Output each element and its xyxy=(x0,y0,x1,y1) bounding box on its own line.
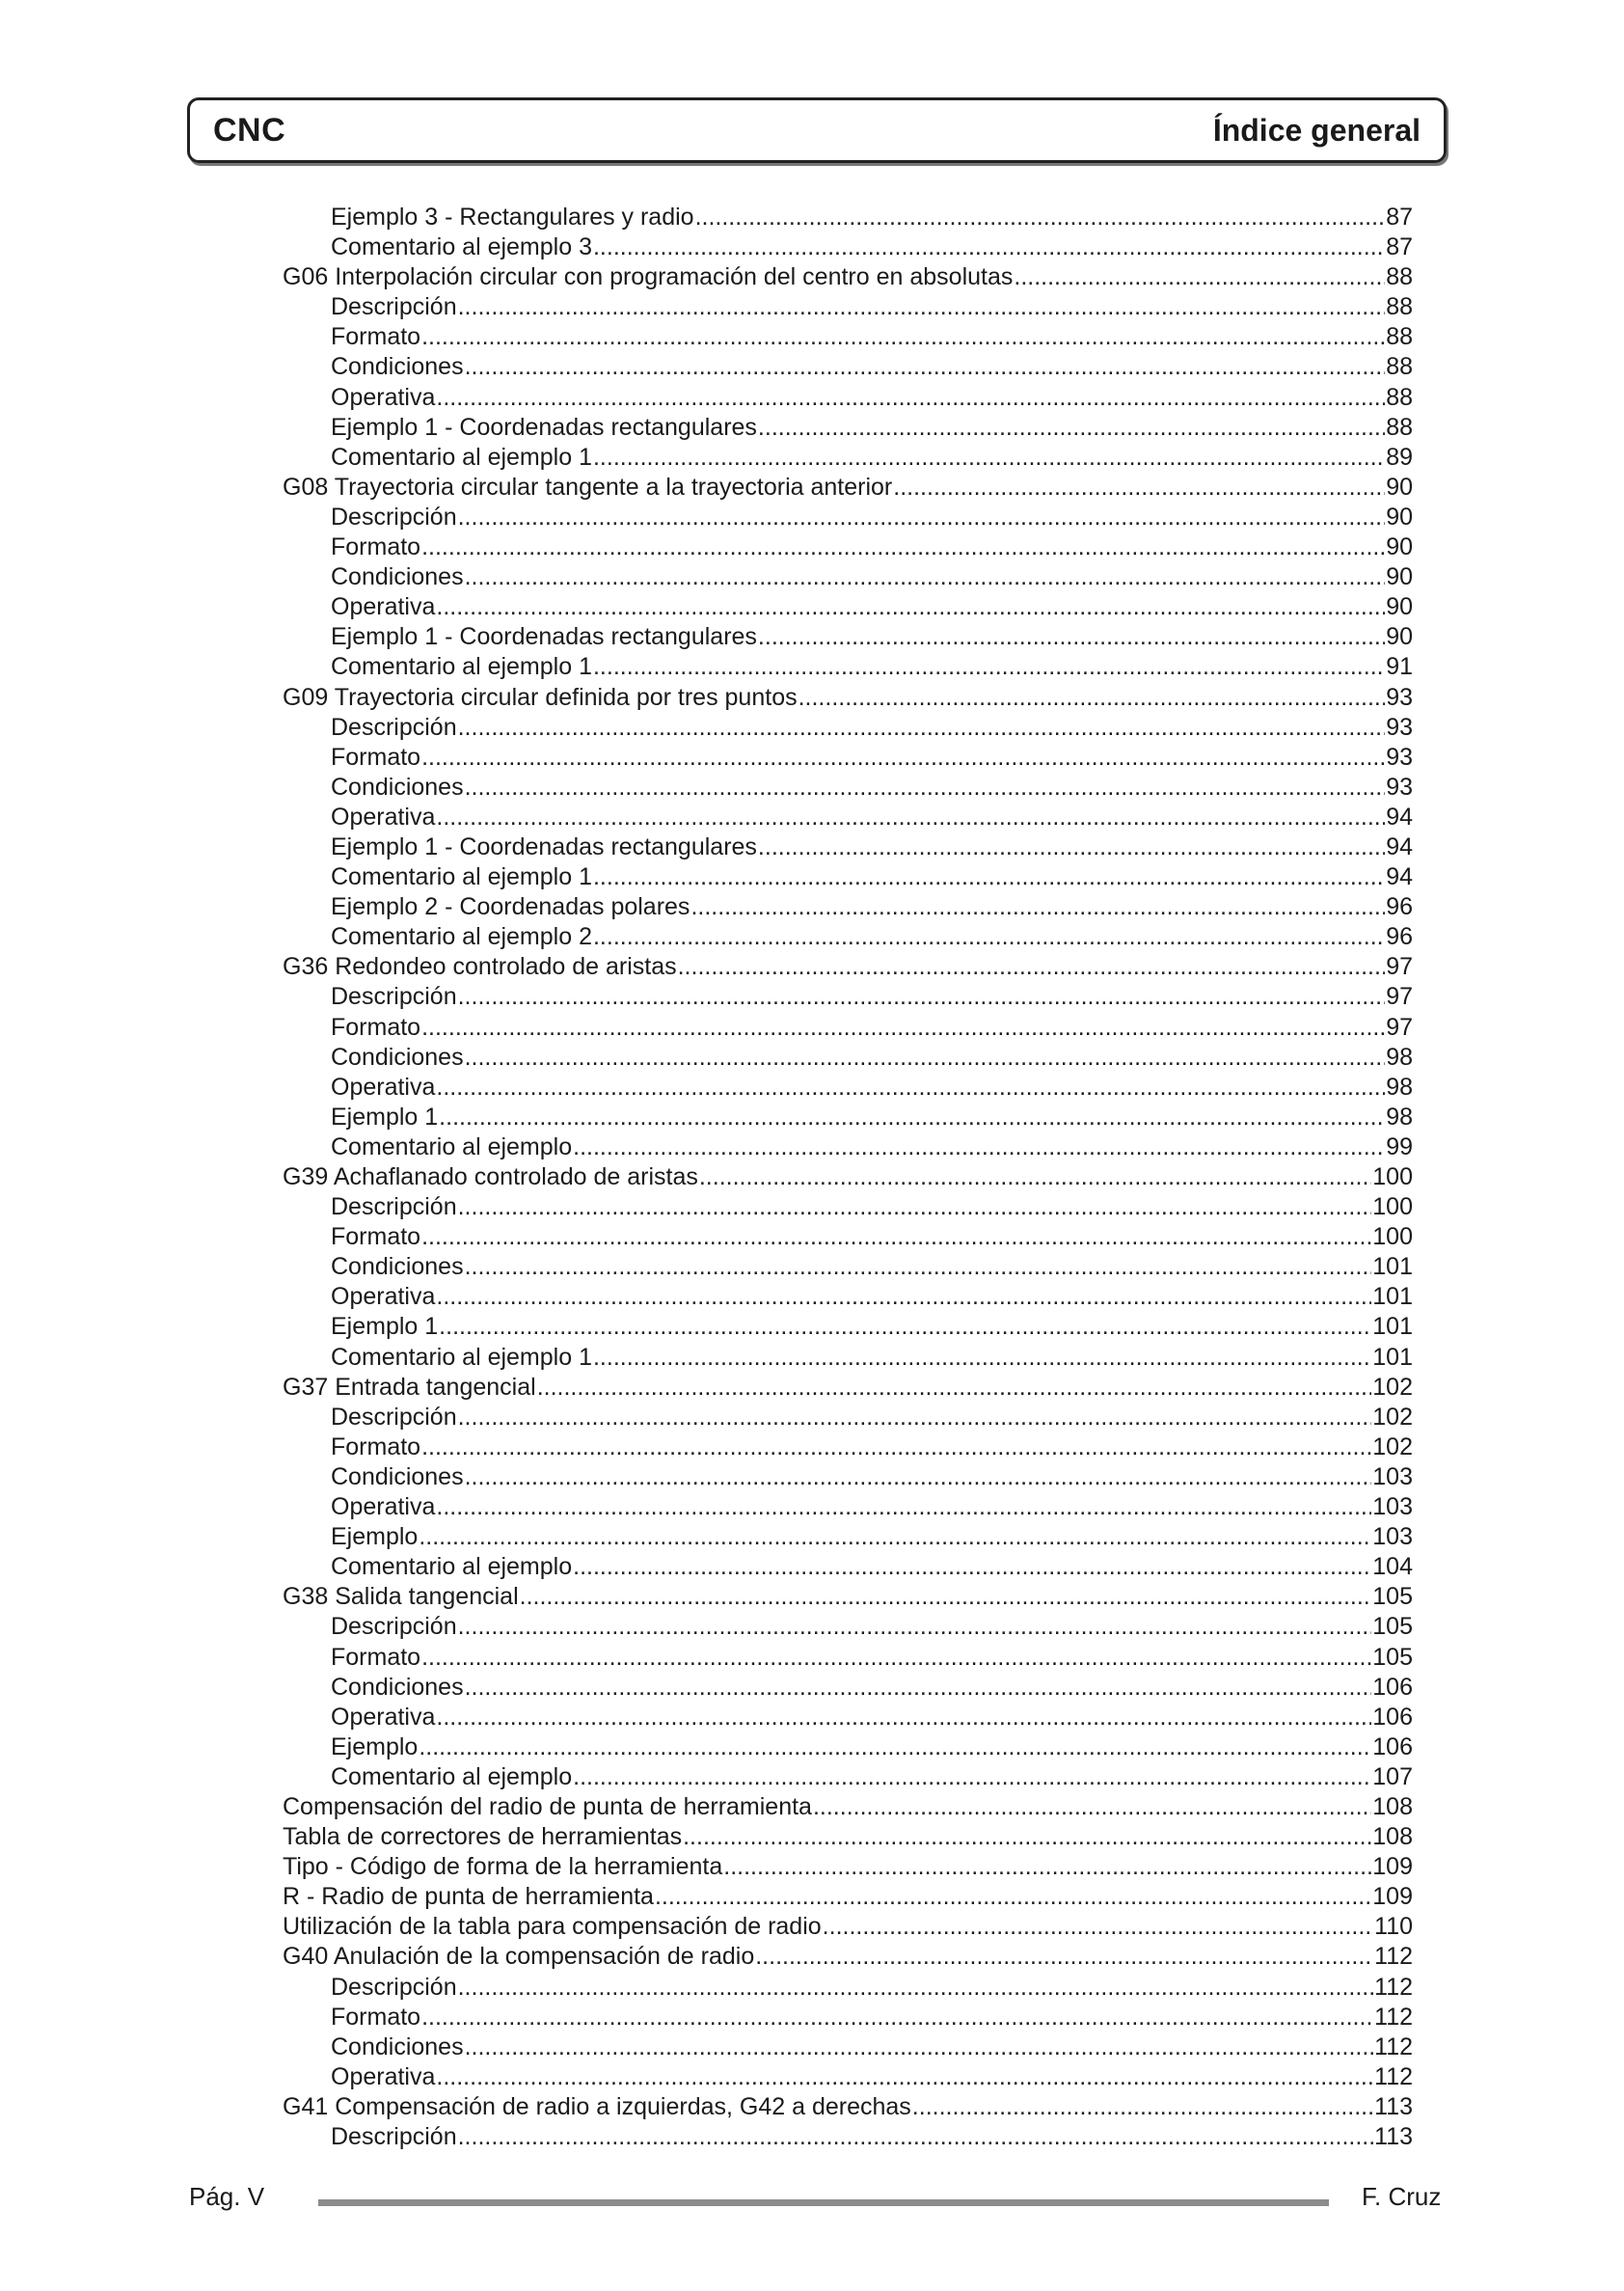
toc-entry-page: 90 xyxy=(1386,593,1413,621)
toc-entry[interactable] xyxy=(283,1582,1413,1612)
header-title-right: Índice general xyxy=(1212,112,1421,148)
toc-subentry[interactable] xyxy=(283,652,1413,682)
toc-dot-leader xyxy=(458,1612,1372,1642)
toc-dot-leader xyxy=(421,2003,1373,2032)
toc-entry-title: Condiciones xyxy=(331,1043,464,1071)
toc-entry-page: 90 xyxy=(1386,503,1413,531)
toc-entry-title: Operativa xyxy=(331,593,436,621)
toc-entry-title: Condiciones xyxy=(331,1462,464,1490)
toc-entry-title: Operativa xyxy=(331,1703,436,1731)
toc-entry-page: 105 xyxy=(1372,1613,1413,1641)
toc-dot-leader xyxy=(436,1703,1371,1732)
toc-entry-title: Descripción xyxy=(331,293,457,321)
toc-entry[interactable] xyxy=(283,1882,1413,1912)
toc-entry-title: Ejemplo 1 - Coordenadas rectangulares xyxy=(331,832,757,860)
toc-subentry[interactable] xyxy=(283,922,1413,952)
toc-dot-leader xyxy=(421,1222,1371,1252)
toc-entry-title: Condiciones xyxy=(331,1673,464,1701)
toc-entry-title: Operativa xyxy=(331,803,436,831)
toc-dot-leader xyxy=(537,1373,1372,1403)
toc-dot-leader xyxy=(436,592,1385,622)
toc-dot-leader xyxy=(798,683,1386,713)
toc-subentry[interactable] xyxy=(283,532,1413,562)
toc-dot-leader xyxy=(436,2062,1373,2092)
toc-dot-leader xyxy=(419,1732,1371,1762)
toc-dot-leader xyxy=(436,383,1385,413)
toc-subentry[interactable] xyxy=(283,1073,1413,1103)
toc-subentry[interactable] xyxy=(283,1973,1413,2003)
toc-dot-leader xyxy=(1014,262,1385,292)
toc-entry-title: Ejemplo xyxy=(331,1732,419,1760)
toc-dot-leader xyxy=(678,952,1386,982)
toc-subentry[interactable] xyxy=(283,1252,1413,1282)
toc-entry-page: 108 xyxy=(1372,1823,1413,1851)
toc-dot-leader xyxy=(758,413,1385,443)
toc-entry-title: Operativa xyxy=(331,383,436,411)
toc-subentry[interactable] xyxy=(283,413,1413,443)
footer-divider xyxy=(318,2199,1329,2206)
toc-dot-leader xyxy=(458,292,1386,322)
toc-dot-leader xyxy=(758,832,1385,862)
toc-entry-page: 90 xyxy=(1386,563,1413,591)
table-of-contents xyxy=(283,203,1413,2152)
toc-entry-title: Condiciones xyxy=(331,1253,464,1281)
toc-dot-leader xyxy=(458,503,1386,532)
toc-entry-page: 107 xyxy=(1372,1762,1413,1790)
toc-entry-page: 110 xyxy=(1374,1913,1413,1941)
toc-subentry[interactable] xyxy=(283,1462,1413,1492)
toc-entry-title: Descripción xyxy=(331,503,457,531)
toc-dot-leader xyxy=(683,1822,1371,1852)
toc-subentry[interactable] xyxy=(283,1403,1413,1432)
toc-entry-page: 97 xyxy=(1386,983,1413,1011)
toc-entry-page: 90 xyxy=(1386,473,1413,501)
toc-entry-title: Formato xyxy=(331,1643,421,1671)
toc-entry-title: Ejemplo 2 - Coordenadas polares xyxy=(331,893,690,921)
toc-subentry[interactable] xyxy=(283,1522,1413,1552)
toc-entry-title: Comentario al ejemplo 1 xyxy=(331,653,592,681)
toc-subentry[interactable] xyxy=(283,1103,1413,1132)
toc-entry[interactable] xyxy=(283,952,1413,982)
toc-entry-page: 87 xyxy=(1386,204,1413,231)
toc-entry-title: G09 Trayectoria circular definida por tres puntos xyxy=(283,683,798,711)
toc-dot-leader xyxy=(593,232,1385,262)
toc-dot-leader xyxy=(465,562,1386,592)
toc-subentry[interactable] xyxy=(283,1222,1413,1252)
toc-entry-page: 113 xyxy=(1374,2092,1413,2120)
toc-entry-title: Tipo - Código de forma de la herramienta xyxy=(283,1853,723,1881)
toc-entry-title: Descripción xyxy=(331,713,457,741)
toc-dot-leader xyxy=(690,892,1385,922)
toc-entry-title: Comentario al ejemplo 3 xyxy=(331,233,592,261)
toc-dot-leader xyxy=(421,743,1385,773)
toc-entry[interactable] xyxy=(283,262,1413,292)
toc-subentry[interactable] xyxy=(283,2003,1413,2032)
toc-subentry[interactable] xyxy=(283,1013,1413,1043)
toc-entry-title: G37 Entrada tangencial xyxy=(283,1373,536,1401)
toc-entry-title: Comentario al ejemplo xyxy=(331,1762,573,1790)
toc-entry-title: Ejemplo 3 - Rectangulares y radio xyxy=(331,204,694,231)
toc-entry-title: G41 Compensación de radio a izquierdas, G42 a derechas xyxy=(283,2092,911,2120)
toc-dot-leader xyxy=(465,1043,1386,1073)
toc-entry-page: 88 xyxy=(1386,263,1413,291)
toc-entry-page: 96 xyxy=(1386,893,1413,921)
toc-subentry[interactable] xyxy=(283,1612,1413,1642)
toc-dot-leader xyxy=(458,1403,1372,1432)
toc-entry-page: 93 xyxy=(1386,683,1413,711)
toc-entry[interactable] xyxy=(283,1822,1413,1852)
toc-entry-page: 108 xyxy=(1372,1792,1413,1820)
toc-entry-title: Formato xyxy=(331,1223,421,1251)
toc-entry-page: 90 xyxy=(1386,623,1413,651)
toc-dot-leader xyxy=(758,622,1385,652)
toc-subentry[interactable] xyxy=(283,1732,1413,1762)
toc-entry-title: Tabla de correctores de herramientas xyxy=(283,1823,683,1851)
toc-entry-title: Condiciones xyxy=(331,2032,464,2060)
toc-entry[interactable] xyxy=(283,1373,1413,1403)
toc-entry-title: G40 Anulación de la compensación de radio xyxy=(283,1943,755,1971)
toc-entry-page: 101 xyxy=(1372,1283,1413,1311)
toc-entry-title: Formato xyxy=(331,1013,421,1041)
toc-entry-title: G38 Salida tangencial xyxy=(283,1583,519,1611)
toc-entry-page: 99 xyxy=(1386,1132,1413,1160)
toc-entry-title: Ejemplo 1 xyxy=(331,1313,439,1341)
toc-dot-leader xyxy=(593,922,1385,952)
toc-entry-page: 112 xyxy=(1374,1973,1413,2001)
toc-dot-leader xyxy=(573,1552,1371,1582)
toc-entry-page: 106 xyxy=(1372,1732,1413,1760)
toc-entry-page: 109 xyxy=(1372,1883,1413,1911)
toc-entry-page: 88 xyxy=(1386,353,1413,381)
toc-entry-title: Condiciones xyxy=(331,353,464,381)
toc-entry[interactable] xyxy=(283,1852,1413,1882)
toc-entry-page: 93 xyxy=(1386,773,1413,801)
toc-subentry[interactable] xyxy=(283,1762,1413,1792)
toc-entry-page: 106 xyxy=(1372,1703,1413,1731)
toc-entry-title: R - Radio de punta de herramienta xyxy=(283,1883,654,1911)
toc-dot-leader xyxy=(458,1192,1372,1222)
toc-dot-leader xyxy=(813,1792,1371,1822)
toc-subentry[interactable] xyxy=(283,892,1413,922)
toc-dot-leader xyxy=(573,1132,1385,1162)
toc-entry-title: Ejemplo 1 xyxy=(331,1103,439,1131)
footer-page-number: Pág. V xyxy=(189,2182,265,2211)
toc-entry[interactable] xyxy=(283,473,1413,503)
toc-dot-leader xyxy=(573,1762,1371,1792)
toc-entry-page: 93 xyxy=(1386,713,1413,741)
toc-dot-leader xyxy=(465,1462,1372,1492)
toc-entry-title: Formato xyxy=(331,743,421,771)
toc-entry-title: Comentario al ejemplo xyxy=(331,1132,573,1160)
toc-dot-leader xyxy=(436,1492,1371,1522)
toc-entry-page: 112 xyxy=(1374,2062,1413,2090)
toc-subentry[interactable] xyxy=(283,292,1413,322)
toc-entry-page: 102 xyxy=(1372,1373,1413,1401)
toc-subentry[interactable] xyxy=(283,322,1413,352)
toc-dot-leader xyxy=(893,473,1385,503)
toc-subentry[interactable] xyxy=(283,203,1413,232)
toc-entry-title: Formato xyxy=(331,323,421,351)
toc-subentry[interactable] xyxy=(283,1673,1413,1703)
toc-dot-leader xyxy=(912,2092,1373,2122)
toc-entry-page: 106 xyxy=(1372,1673,1413,1701)
toc-subentry[interactable] xyxy=(283,862,1413,892)
toc-subentry[interactable] xyxy=(283,1312,1413,1342)
toc-entry-title: G06 Interpolación circular con programación del centro en absolutas xyxy=(283,263,1014,291)
toc-entry-title: Condiciones xyxy=(331,773,464,801)
toc-entry[interactable] xyxy=(283,2092,1413,2122)
toc-entry-title: Descripción xyxy=(331,2123,457,2150)
toc-subentry[interactable] xyxy=(283,1643,1413,1673)
toc-entry-page: 112 xyxy=(1374,2003,1413,2031)
toc-entry-page: 98 xyxy=(1386,1103,1413,1131)
toc-dot-leader xyxy=(695,203,1386,232)
toc-entry-title: Descripción xyxy=(331,1193,457,1221)
toc-dot-leader xyxy=(436,1282,1371,1312)
toc-subentry[interactable] xyxy=(283,1192,1413,1222)
toc-dot-leader xyxy=(465,352,1386,382)
toc-entry-page: 97 xyxy=(1386,953,1413,981)
toc-subentry[interactable] xyxy=(283,443,1413,473)
toc-dot-leader xyxy=(655,1882,1371,1912)
toc-dot-leader xyxy=(699,1162,1371,1192)
toc-entry-title: G36 Redondeo controlado de aristas xyxy=(283,953,677,981)
toc-dot-leader xyxy=(436,1073,1385,1103)
toc-subentry[interactable] xyxy=(283,1043,1413,1073)
toc-subentry[interactable] xyxy=(283,383,1413,413)
toc-entry-page: 103 xyxy=(1372,1462,1413,1490)
toc-subentry[interactable] xyxy=(283,982,1413,1012)
toc-entry-title: Operativa xyxy=(331,1283,436,1311)
toc-dot-leader xyxy=(465,1252,1372,1282)
toc-entry-title: Condiciones xyxy=(331,563,464,591)
toc-entry-page: 105 xyxy=(1372,1643,1413,1671)
toc-subentry[interactable] xyxy=(283,1282,1413,1312)
toc-entry-page: 100 xyxy=(1372,1223,1413,1251)
toc-entry-title: Compensación del radio de punta de herramienta xyxy=(283,1792,812,1820)
toc-entry-title: Comentario al ejemplo 1 xyxy=(331,1343,592,1371)
toc-subentry[interactable] xyxy=(283,232,1413,262)
toc-dot-leader xyxy=(458,713,1386,743)
toc-entry-page: 94 xyxy=(1386,832,1413,860)
toc-entry-page: 89 xyxy=(1386,443,1413,471)
toc-entry-page: 98 xyxy=(1386,1073,1413,1101)
toc-dot-leader xyxy=(439,1312,1371,1342)
toc-subentry[interactable] xyxy=(283,1703,1413,1732)
toc-entry-page: 96 xyxy=(1386,923,1413,951)
toc-subentry[interactable] xyxy=(283,803,1413,832)
toc-subentry[interactable] xyxy=(283,1132,1413,1162)
toc-dot-leader xyxy=(439,1103,1385,1132)
toc-subentry[interactable] xyxy=(283,2032,1413,2062)
toc-dot-leader xyxy=(465,1673,1372,1703)
toc-subentry[interactable] xyxy=(283,713,1413,743)
toc-entry-title: Comentario al ejemplo xyxy=(331,1553,573,1581)
toc-entry-page: 109 xyxy=(1372,1853,1413,1881)
toc-subentry[interactable] xyxy=(283,592,1413,622)
toc-subentry[interactable] xyxy=(283,832,1413,862)
toc-dot-leader xyxy=(458,2122,1374,2152)
toc-entry-page: 97 xyxy=(1386,1013,1413,1041)
toc-entry-title: Descripción xyxy=(331,1613,457,1641)
header-title-left: CNC xyxy=(213,111,286,149)
toc-entry-title: G39 Achaflanado controlado de aristas xyxy=(283,1163,698,1190)
toc-subentry[interactable] xyxy=(283,1432,1413,1462)
toc-entry-page: 101 xyxy=(1372,1313,1413,1341)
toc-entry-title: Comentario al ejemplo 1 xyxy=(331,443,592,471)
toc-dot-leader xyxy=(755,1942,1373,1972)
toc-dot-leader xyxy=(421,1643,1371,1673)
toc-subentry[interactable] xyxy=(283,1552,1413,1582)
toc-entry-page: 103 xyxy=(1372,1493,1413,1521)
toc-dot-leader xyxy=(593,1343,1371,1373)
toc-entry[interactable] xyxy=(283,1162,1413,1192)
toc-entry-title: Formato xyxy=(331,1432,421,1460)
toc-dot-leader xyxy=(421,1432,1371,1462)
toc-entry[interactable] xyxy=(283,1942,1413,1972)
toc-dot-leader xyxy=(419,1522,1371,1552)
toc-dot-leader xyxy=(823,1912,1373,1942)
toc-entry-page: 90 xyxy=(1386,533,1413,561)
toc-dot-leader xyxy=(421,532,1385,562)
toc-entry-page: 105 xyxy=(1372,1583,1413,1611)
toc-dot-leader xyxy=(421,1013,1385,1043)
toc-subentry[interactable] xyxy=(283,503,1413,532)
toc-entry-page: 113 xyxy=(1374,2123,1413,2150)
toc-dot-leader xyxy=(593,862,1385,892)
toc-entry-title: G08 Trayectoria circular tangente a la trayectoria anterior xyxy=(283,473,893,501)
toc-dot-leader xyxy=(458,1973,1374,2003)
toc-entry-page: 98 xyxy=(1386,1043,1413,1071)
toc-dot-leader xyxy=(436,803,1385,832)
toc-dot-leader xyxy=(421,322,1385,352)
toc-entry-page: 112 xyxy=(1374,2032,1413,2060)
toc-entry-page: 88 xyxy=(1386,383,1413,411)
toc-entry[interactable] xyxy=(283,1912,1413,1942)
toc-entry[interactable] xyxy=(283,1792,1413,1822)
toc-entry-page: 104 xyxy=(1372,1553,1413,1581)
toc-dot-leader xyxy=(593,652,1385,682)
toc-dot-leader xyxy=(465,773,1386,803)
toc-entry-page: 87 xyxy=(1386,233,1413,261)
toc-dot-leader xyxy=(458,982,1386,1012)
toc-entry-title: Ejemplo xyxy=(331,1523,419,1551)
toc-subentry[interactable] xyxy=(283,743,1413,773)
toc-entry-title: Formato xyxy=(331,2003,421,2031)
toc-entry-page: 88 xyxy=(1386,323,1413,351)
toc-entry-title: Utilización de la tabla para compensación de radio xyxy=(283,1913,822,1941)
footer-author: F. Cruz xyxy=(1362,2182,1442,2211)
toc-entry-title: Ejemplo 1 - Coordenadas rectangulares xyxy=(331,623,757,651)
toc-subentry[interactable] xyxy=(283,1492,1413,1522)
toc-dot-leader xyxy=(465,2032,1374,2062)
toc-entry-title: Comentario al ejemplo 2 xyxy=(331,923,592,951)
toc-entry-page: 102 xyxy=(1372,1432,1413,1460)
toc-entry-title: Descripción xyxy=(331,983,457,1011)
toc-entry-page: 100 xyxy=(1372,1193,1413,1221)
toc-subentry[interactable] xyxy=(283,773,1413,803)
toc-entry-page: 88 xyxy=(1386,293,1413,321)
toc-entry-page: 94 xyxy=(1386,803,1413,831)
toc-subentry[interactable] xyxy=(283,2062,1413,2092)
toc-entry-title: Comentario al ejemplo 1 xyxy=(331,863,592,891)
toc-subentry[interactable] xyxy=(283,1343,1413,1373)
toc-subentry[interactable] xyxy=(283,562,1413,592)
page-header xyxy=(187,97,1447,163)
toc-dot-leader xyxy=(520,1582,1372,1612)
toc-entry-page: 100 xyxy=(1372,1163,1413,1190)
toc-entry-title: Ejemplo 1 - Coordenadas rectangulares xyxy=(331,413,757,441)
toc-entry-title: Descripción xyxy=(331,1973,457,2001)
toc-entry[interactable] xyxy=(283,683,1413,713)
toc-subentry[interactable] xyxy=(283,352,1413,382)
toc-entry-title: Operativa xyxy=(331,1493,436,1521)
toc-entry-page: 101 xyxy=(1372,1343,1413,1371)
toc-entry-title: Operativa xyxy=(331,1073,436,1101)
toc-dot-leader xyxy=(593,443,1385,473)
toc-entry-title: Descripción xyxy=(331,1403,457,1431)
toc-entry-title: Operativa xyxy=(331,2062,436,2090)
toc-subentry[interactable] xyxy=(283,622,1413,652)
toc-entry-page: 112 xyxy=(1374,1943,1413,1971)
toc-dot-leader xyxy=(723,1852,1371,1882)
toc-entry-page: 102 xyxy=(1372,1403,1413,1431)
toc-entry-page: 93 xyxy=(1386,743,1413,771)
toc-subentry[interactable] xyxy=(283,2122,1413,2152)
toc-entry-title: Formato xyxy=(331,533,421,561)
toc-entry-page: 103 xyxy=(1372,1523,1413,1551)
toc-entry-page: 101 xyxy=(1372,1253,1413,1281)
toc-entry-page: 94 xyxy=(1386,863,1413,891)
toc-entry-page: 91 xyxy=(1386,653,1413,681)
toc-entry-page: 88 xyxy=(1386,413,1413,441)
